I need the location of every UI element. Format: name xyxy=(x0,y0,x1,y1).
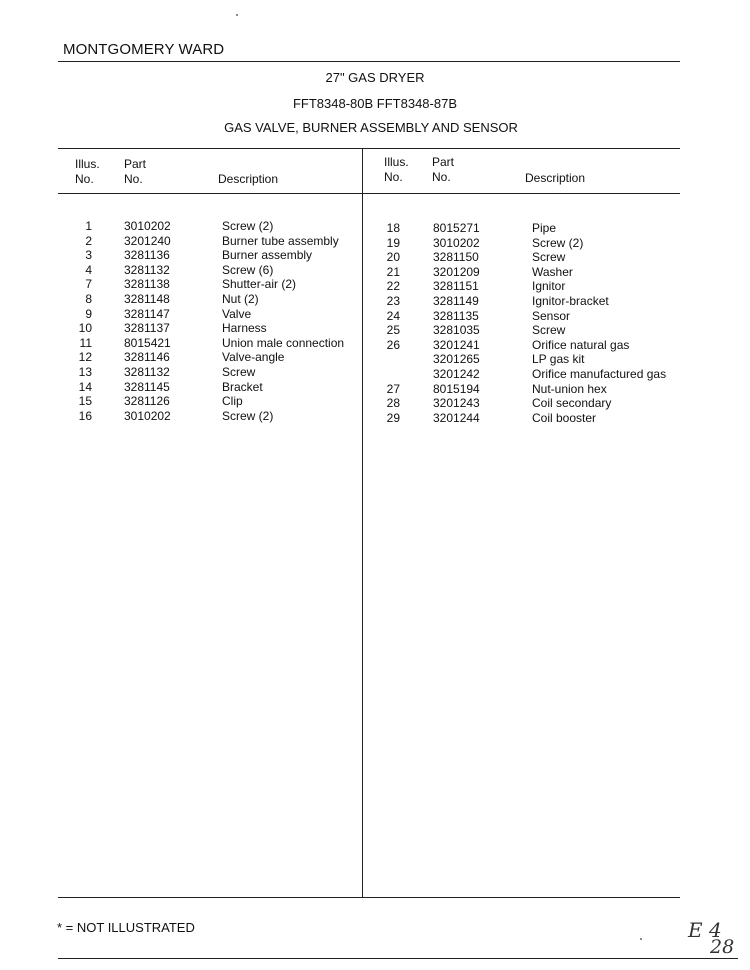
part-number: 3281135 xyxy=(433,308,479,323)
part-number: 3010202 xyxy=(124,408,171,423)
part-number: 3201243 xyxy=(433,396,480,411)
part-description: Screw (2) xyxy=(222,408,274,423)
illus-number: 9 xyxy=(85,306,92,321)
section-title: GAS VALVE, BURNER ASSEMBLY AND SENSOR xyxy=(224,120,518,135)
model-numbers: FFT8348-80B FFT8348-87B xyxy=(292,96,458,111)
right-description-header: Description xyxy=(525,171,586,185)
illus-number: 15 xyxy=(78,394,92,409)
page-title: 27" GAS DRYER xyxy=(325,70,425,85)
right-illus-header: Illus. No. xyxy=(384,155,409,184)
left-description-header: Description xyxy=(218,172,279,186)
part-description: Harness xyxy=(222,321,267,336)
part-description: Coil booster xyxy=(532,410,597,425)
illus-number: 4 xyxy=(85,262,92,277)
part-number: 3201242 xyxy=(433,367,480,381)
part-number: 3281137 xyxy=(124,321,170,336)
illus-number: 21 xyxy=(386,264,400,279)
illus-number: 25 xyxy=(386,323,400,338)
illus-number: 22 xyxy=(386,279,400,294)
part-number: 3281147 xyxy=(124,306,170,321)
part-description: Orifice manufactured gas xyxy=(532,367,667,381)
left-part-header: Part No. xyxy=(124,157,147,186)
part-number: 3201240 xyxy=(124,233,171,248)
part-description: Coil secondary xyxy=(532,396,612,411)
part-description: Screw (2) xyxy=(532,235,584,250)
part-number: 3281148 xyxy=(124,292,170,306)
part-description: Valve-angle xyxy=(222,350,285,365)
part-description: Screw (6) xyxy=(222,262,274,277)
part-number: 3281151 xyxy=(433,279,479,294)
part-number: 3201244 xyxy=(433,410,480,425)
part-description: LP gas kit xyxy=(532,352,585,367)
part-description: Screw (2) xyxy=(222,219,274,233)
part-number: 3281132 xyxy=(124,365,170,379)
handwritten-mark: E 4 xyxy=(688,918,722,942)
part-number: 3281146 xyxy=(124,350,170,365)
illus-number: 8 xyxy=(85,292,92,306)
table-top-rule xyxy=(58,148,680,149)
illus-number: 27 xyxy=(386,381,400,396)
illus-number: 12 xyxy=(78,350,92,365)
illus-number: 29 xyxy=(386,410,400,425)
illus-number: 23 xyxy=(386,294,400,308)
part-number: 3281145 xyxy=(124,379,170,394)
illus-number: 1 xyxy=(85,219,92,233)
not-illustrated-note: * = NOT ILLUSTRATED xyxy=(57,920,195,935)
illus-number: 16 xyxy=(78,408,92,423)
part-number: 3281132 xyxy=(124,262,170,277)
part-number: 3281149 xyxy=(433,294,479,308)
illus-number: 28 xyxy=(386,396,400,411)
illus-number: 13 xyxy=(78,365,92,379)
illus-number: 20 xyxy=(386,250,400,265)
left-illus-header: Illus. No. xyxy=(75,157,100,186)
speck xyxy=(640,938,642,940)
handwritten-page-number: 28 xyxy=(710,936,735,958)
part-number: 3201209 xyxy=(433,264,480,279)
table-bottom-rule xyxy=(58,897,680,898)
part-description: Burner assembly xyxy=(222,248,313,263)
illus-number: 18 xyxy=(386,221,400,235)
part-description: Bracket xyxy=(222,379,263,394)
illus-number: 19 xyxy=(386,235,400,250)
part-description: Clip xyxy=(222,394,243,409)
part-description: Ignitor xyxy=(532,279,566,294)
part-number: 3201265 xyxy=(433,352,480,367)
right-part-header: Part No. xyxy=(432,155,455,184)
part-description: Burner tube assembly xyxy=(222,233,339,248)
illus-number: 26 xyxy=(386,337,400,352)
part-number: 8015194 xyxy=(433,381,480,396)
illus-number: 7 xyxy=(85,277,92,292)
part-number: 3201241 xyxy=(433,337,480,352)
illus-number: 24 xyxy=(386,308,400,323)
part-description: Pipe xyxy=(532,221,557,235)
speck xyxy=(236,14,238,16)
part-description: Shutter-air (2) xyxy=(222,277,297,292)
part-description: Ignitor-bracket xyxy=(532,294,609,308)
part-description: Washer xyxy=(532,264,573,279)
part-description: Nut-union hex xyxy=(532,381,607,396)
part-number: 3281126 xyxy=(124,394,170,409)
part-number: 3010202 xyxy=(433,235,480,250)
part-description: Orifice natural gas xyxy=(532,337,630,352)
part-description: Screw xyxy=(532,250,566,265)
part-description: Nut (2) xyxy=(222,292,259,306)
part-description: Sensor xyxy=(532,308,571,323)
part-number: 3010202 xyxy=(124,219,171,233)
illus-number: 2 xyxy=(85,233,92,248)
part-number: 3281138 xyxy=(124,277,170,292)
part-description: Screw xyxy=(532,323,566,338)
illus-number: 10 xyxy=(78,321,92,336)
part-number: 3281136 xyxy=(124,248,170,263)
part-number: 3281035 xyxy=(433,323,480,338)
illus-number: 3 xyxy=(85,248,92,263)
part-number: 8015271 xyxy=(433,221,480,235)
column-divider xyxy=(362,148,363,898)
header-rule xyxy=(58,61,680,62)
illus-number: 11 xyxy=(79,335,92,350)
part-number: 8015421 xyxy=(124,335,171,350)
page-bottom-rule xyxy=(58,958,738,959)
header-bottom-rule xyxy=(58,193,680,194)
brand-name: MONTGOMERY WARD xyxy=(63,41,225,58)
part-number: 3281150 xyxy=(433,250,479,265)
part-description: Union male connection xyxy=(222,335,345,350)
part-description: Valve xyxy=(222,306,252,321)
illus-number: 14 xyxy=(78,379,92,394)
part-description: Screw xyxy=(222,365,256,379)
